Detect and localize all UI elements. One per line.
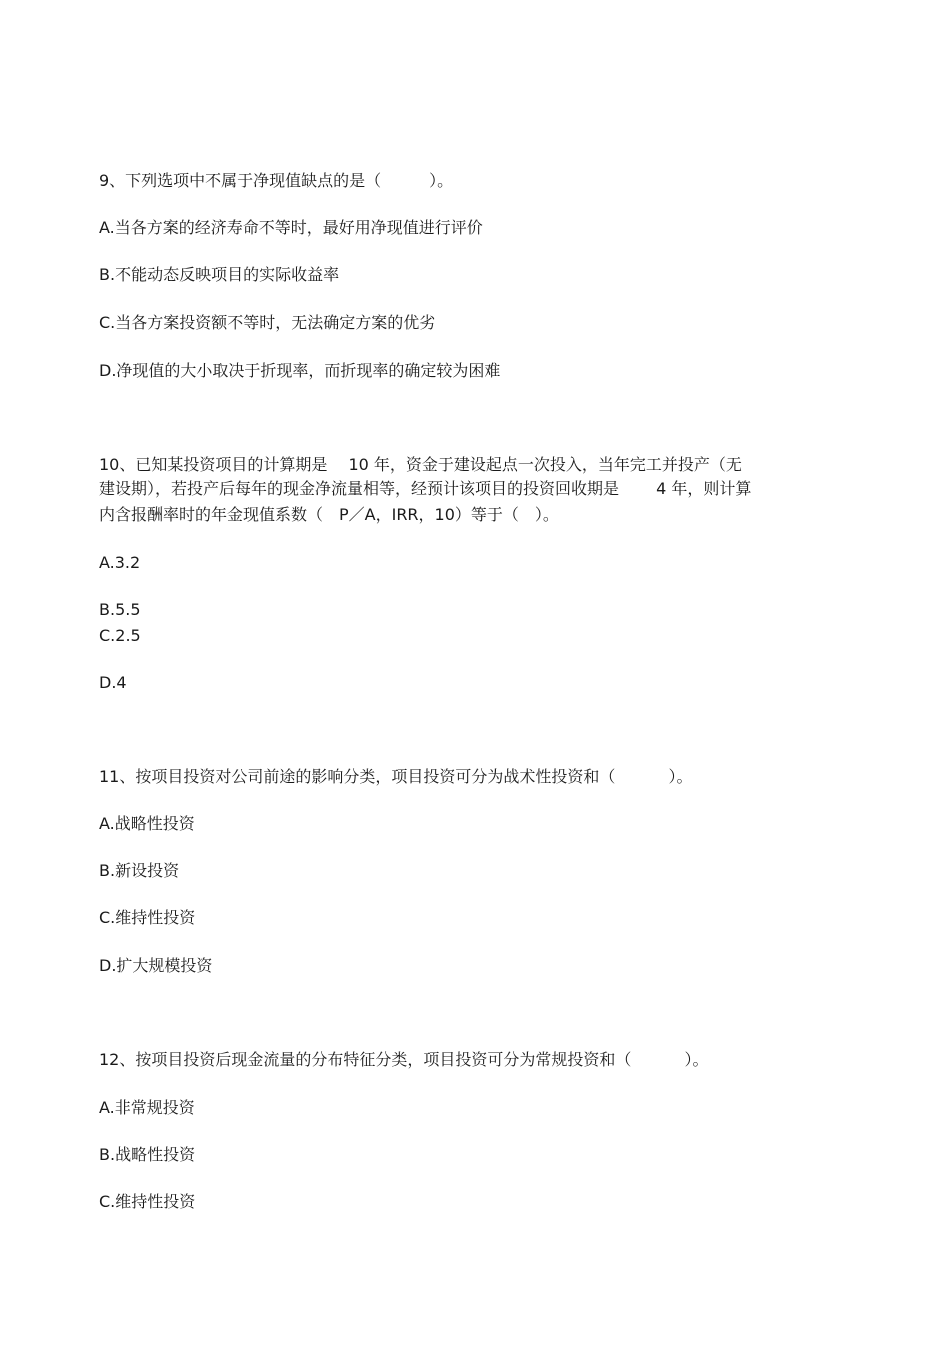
option-a: A.战略性投资 [99,814,195,833]
question-stem-line-3: 内含报酬率时的年金现值系数（ P／A，IRR，10）等于（ ）。 [99,505,559,524]
option-c: C.维持性投资 [99,1192,196,1211]
option-c: C.2.5 [99,626,141,645]
option-b: B.新设投资 [99,861,180,880]
option-c: C.当各方案投资额不等时，无法确定方案的优劣 [99,313,436,332]
option-a: A.非常规投资 [99,1098,195,1117]
option-b: B.战略性投资 [99,1145,196,1164]
option-a: A.3.2 [99,553,141,572]
question-stem-line-2: 建设期），若投产后每年的现金净流量相等，经预计该项目的投资回收期是 4 年，则计算 [99,479,752,498]
question-stem-line-1: 10、已知某投资项目的计算期是 10 年，资金于建设起点一次投入，当年完工并投产（无 [99,455,742,474]
option-d: D.4 [99,673,127,692]
question-stem: 9、下列选项中不属于净现值缺点的是（ ）。 [99,171,454,190]
option-d: D.净现值的大小取决于折现率，而折现率的确定较为困难 [99,361,501,380]
option-d: D.扩大规模投资 [99,956,213,975]
option-c: C.维持性投资 [99,908,196,927]
question-stem: 12、按项目投资后现金流量的分布特征分类，项目投资可分为常规投资和（ ）。 [99,1050,709,1069]
option-a: A.当各方案的经济寿命不等时，最好用净现值进行评价 [99,218,483,237]
option-b: B.不能动态反映项目的实际收益率 [99,265,340,284]
question-stem: 11、按项目投资对公司前途的影响分类，项目投资可分为战术性投资和（ ）。 [99,767,693,786]
option-b: B.5.5 [99,600,141,619]
